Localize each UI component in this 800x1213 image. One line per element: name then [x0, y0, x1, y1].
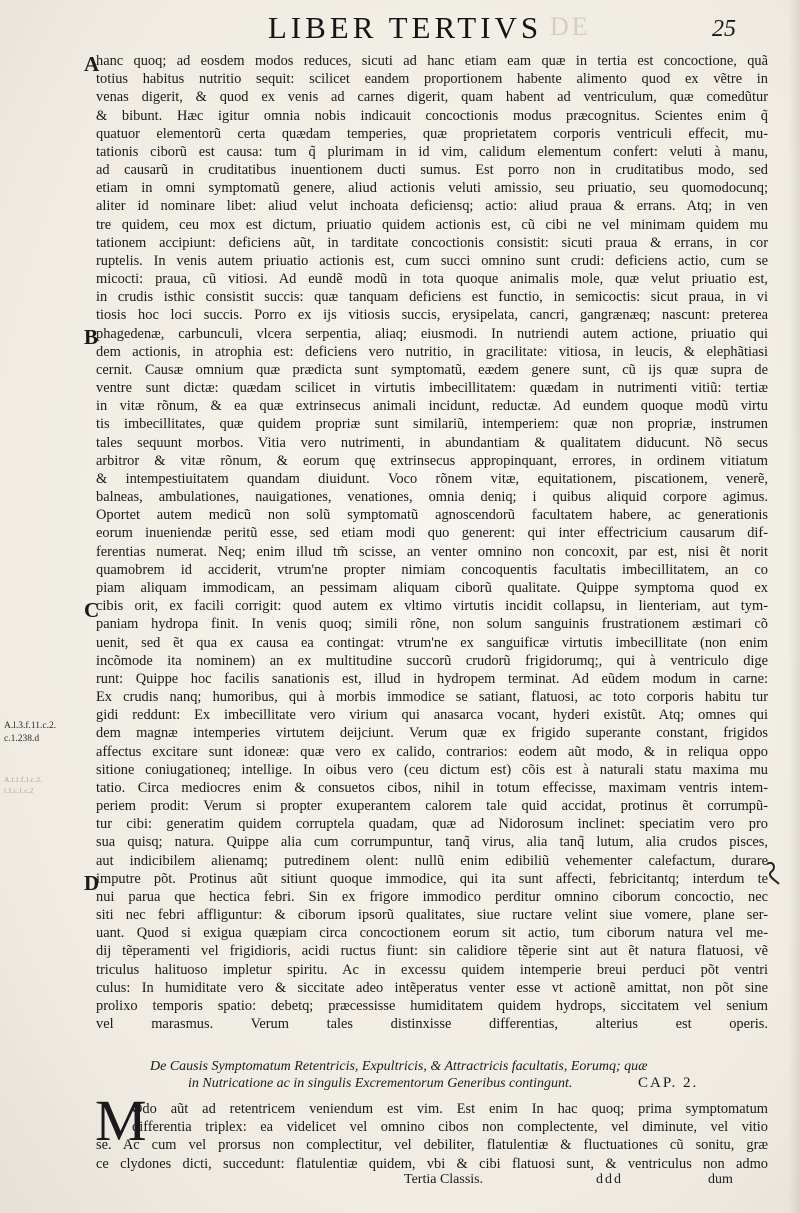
text-line: cibis orit, ex facili corrigit: quod autem ex vltimo virtutis incidit collapsu, in lienteriam, aut tym- — [96, 598, 768, 615]
text-line: tur cibi: generatim quidem corruptela quadam, quæ ad Nidorosum inclinet: speciatim vero pro — [96, 816, 768, 833]
text-line: siti nec febri affliguntur: & ciborum ipsorũ qualitates, siue ructare velint siue vomere, plane ser- — [96, 907, 768, 924]
chapter-text — [96, 1100, 768, 1173]
text-line: triculus halituoso impletur spiritu. Ac in excessu quidem intemperie breui perduci põt ventri — [96, 961, 768, 978]
text-line: aut indicibilem alienamq; putredinem olent: nullũ enim edibiliũ vehementer calefactum, durare — [96, 852, 768, 869]
chapter-heading-line-2: in Nutricatione ac in singulis Excrementorum Generibus contingunt. — [188, 1076, 573, 1091]
text-line: balneas, ambulationes, nauigationes, venationes, omnia deniq; i quibus aliquid corpore agimus. — [96, 489, 768, 506]
text-line: phagedenæ, carbunculi, vlcera serpentia, aliaq; eiusmodi. In nutriendi autem actione, priuatio qui — [96, 325, 768, 342]
running-title: LIBER TERTIVS — [267, 10, 543, 45]
show-through-title: DE — [550, 12, 591, 41]
text-line: in crudis isthic consistit succis: quæ tanquam deficiens est functio, in semicoctis: sicut praua, in vi — [96, 289, 768, 306]
signature-label: Tertia Classis. — [404, 1172, 484, 1187]
margin-note-faint-line: A.l.1.f.1.c.3. — [4, 775, 42, 784]
text-line: gidi reddunt: Ex imbecillitate vero virium qui anasarca vocant, hyderi existũt. Atq; omnes qui — [96, 707, 768, 724]
margin-note — [4, 720, 88, 746]
text-line: tationem accipiunt: deficiens aũt, in tarditate concoctionis consistit: sicuti praua & errans, in cor — [96, 234, 768, 251]
signature-mark: ddd — [596, 1172, 623, 1187]
text-line: paniam hydropa finit. In venis quoq; simili rõne, non solum sanguinis frustrationem æstimari cõ — [96, 616, 768, 633]
text-line: etiam in omni symptomatũ genere, aliud actionis veluti amissio, seu priuatio, seu quomodocunq; — [96, 180, 768, 197]
text-line: in vitæ rõnum, & ea quæ extrinsecus animali incidunt, reductæ. Ad eundem quoque modũ virtu — [96, 398, 768, 415]
text-line: ventre sunt dictæ: quædam scilicet in virtutis imbecillitatem: quædam in nutrimenti vitiũ: tertiæ — [96, 380, 768, 397]
text-line: affectus excitare sunt idoneæ: quæ vero ex calido, contrarios: eodem aũt modo, & in reliqua oppo — [96, 743, 768, 760]
margin-note-line: A.l.3.f.11.c.2. — [4, 721, 57, 731]
page-number: 25 — [712, 16, 736, 42]
text-line: cernit. Causæ omnium quæ prædicta sunt symptomatũ, eædem genere sunt, cũ ijs quæ supra de — [96, 361, 768, 378]
body-text — [96, 52, 768, 1033]
catchword: dum — [708, 1172, 733, 1187]
text-line: Oportet autem medicũ non solũ symptomatũ agnoscendorũ facultatem habere, ac generationis — [96, 507, 768, 524]
text-line: tatio. Circa mediocres enim & consuetos cibos, nihil in totum effecisse, maximam ventris intem- — [96, 779, 768, 796]
text-line: incõmode ita nominem) an ex multitudine succorũ crudorũ frigidorumq;, qui à ventriculo dige — [96, 652, 768, 669]
text-line: periem prodit: Verum si propter exuperantem calorem tale quid accidat, protinus ẽt corrumpũ- — [96, 798, 768, 815]
margin-note-faint-line: l.1.c.1.c.2 — [4, 786, 34, 795]
text-line: nui parua que hectica febri. Sin ex frigore immodico perditur omnino ciborum concoctio, nec — [96, 888, 768, 905]
section-letter-d: D — [84, 871, 100, 895]
section-letter-a: A — [84, 52, 100, 76]
chapter-heading-line-1: De Causis Symptomatum Retentricis, Expultricis, & Attractricis facultatis, Eorumq; quæ — [150, 1059, 648, 1074]
text-line: tre quidem, ceu mox est dictum, priuatio quidem actionis est, cũ cibi ne vel minimam quidem mu — [96, 216, 768, 233]
text-line: quamobrem id acciderit, vtrum'ne propter nimiam concoquentis facultatis imbecillitatem, an co — [96, 561, 768, 578]
text-line: sitione coniugationeq; intellige. In oibus vero (ceu dictum est) cõis est à naturali statu maxima mu — [96, 761, 768, 778]
section-letter-b: B — [84, 325, 99, 349]
text-line: totius habitus nutritio sequit: scilicet eandem proportionem habente alimento quod ex vẽtre in — [96, 71, 768, 88]
text-line: tis imbecillitates, quæ quidem propriæ sunt similariũ, intemperiem: quæ non propriæ, instrumen — [96, 416, 768, 433]
text-line: aliter id nominare libet: aliud velut inchoata deficiensq; actio: aliud praua & errans. Atq; in ven — [96, 198, 768, 215]
text-line: Ex crudis nanq; humoribus, qui à morbis immodice se satiant, flatuosi, ac toto corporis habitu tur — [96, 689, 768, 706]
text-line: sua quisq; natura. Quippe alia cum corrumpuntur, tanq̃ virus, alia tanq̃ lutum, alia crudos pisces, — [96, 834, 768, 851]
text-line: eorum inueniendæ peritũ esse, sed etiam modi quo generent: qui inter effectricium causarum dif- — [96, 525, 768, 542]
text-line: venas digerit, & quod ex venis ad carnes digerit, quam habent ad ventriculum, quæ comedũtur — [96, 89, 768, 106]
text-line: dem actionis, in atrophia est: deficiens vero nutritio, in gracilitate: vitiosa, in leucis, & elephãtiasi — [96, 343, 768, 360]
chapter-text-line: ce clydones dicti, succedunt: flatulentiæ quidem, vbi & cibi flatuosi sunt, & ventriculus non admo — [96, 1155, 768, 1172]
text-line: culus: In humiditate vero & siccitate adeo intẽperatus venter esse vt actionẽ amittat, non põt sine — [96, 979, 768, 996]
text-line: piam aliquam immodicam, an pessimam aliquam ciborũ qualitate. Quippe symptoma quod ex — [96, 579, 768, 596]
text-line: ferentias numerat. Neq; enim illud tm̃ scisse, an venter omnino non concoxit, par est, nisi ẽt norit — [96, 543, 768, 560]
text-line: micocti: praua, cũ vitiosi. Ad eundẽ modũ in tota quoque animalis mole, quæ velut priuatio est, — [96, 271, 768, 288]
text-line: ad causarũ in cruditatibus inuentionem ducti sumus. Est porro non in cruditatibus modo, sed — [96, 162, 768, 179]
text-line: tiosis hoc loci succis. Porro ex ijs vitiosis succis, erysipelata, cancri, gangrænæq; nascunt: preterea — [96, 307, 768, 324]
text-line: prolixo temporis spatio: debetq; præcessisse humiditatem quidem hydrops, siccitatem vel senium — [96, 997, 768, 1014]
text-line: vel marasmus. Verum tales distinxisse differentias, alterius est operis. — [96, 1016, 768, 1033]
text-line: & bibunt. Hæc igitur omnia nobis indicauit concoctionis modus præcognitus. Scientes enim q̃ — [96, 107, 768, 124]
text-line: hanc quoq; ad eosdem modos reduces, sicuti ad hanc etiam eam quæ in tertia est concoctione, quã — [96, 53, 768, 69]
margin-note-line: c.1.238.d — [4, 734, 40, 744]
text-line: imputre põt. Protinus aũt sitiunt quoque immodice, qui ita sunt affecti, febricitantq; interdum te — [96, 870, 768, 887]
chapter-text-line: differentia triplex: ea videlicet vel omnino cibos non complectente, vel diminute, vel vitio — [132, 1119, 768, 1136]
chapter-text-line: Odo aũt ad retentricem veniendum est vim. Est enim In hac quoq; prima symptomatum — [132, 1101, 768, 1117]
text-line: dij tẽperamenti vel frigidioris, acidi ructus fiunt: sin calidiore tẽperie sint aut ẽt natura flatuosi, vẽ — [96, 943, 768, 960]
text-line: & intempestiuitatem quandam diuidunt. Voco rõnem vitæ, equitationem, piscationem, venerẽ, — [96, 470, 768, 487]
page-edge-shadow — [788, 0, 800, 1213]
text-line: ruptelis. In venis autem priuatio actionis est, cum succi omnino sunt crudi: deficiens actio, cum se — [96, 252, 768, 269]
margin-note-faint — [4, 774, 84, 796]
text-line: dem magnæ intemperies virtutem deijciunt. Verum quæ ex frigido superante constant, frigidos — [96, 725, 768, 742]
text-line: tales sequunt morbos. Vitia vero nutrimenti, in abundantiam & qualitatem diducunt. Nõ secus — [96, 434, 768, 451]
text-line: quatuor elementorũ certa quædam temperies, quæ proprietatem corporis ventriculi effecit, mu- — [96, 125, 768, 142]
text-line: uant. Quod si exigua quæpiam circa concoctionem eorum sit actio, tum ciborum natura vel me- — [96, 925, 768, 942]
text-line: uenit, sed ẽt qua ex causa ea contingat: vtrum'ne ex sanguificæ virtutis imbecillitate (non enim — [96, 634, 768, 651]
text-line: runt: Quippe hoc facilis sanationis est, illud in hydropem terminat. Ad eũdem modum in carne: — [96, 670, 768, 687]
text-line: tationis ciborũ est causa: tum q̃ plurimam in id vim, calidum elementum confert: veluti à manu, — [96, 143, 768, 160]
text-line: arbitror & vitæ rõnum, & eorum quę extrinsecus appropinquant, errores, in ordinem vitiatum — [96, 452, 768, 469]
chapter-text-line: se. Ac cum vel prorsus non complectitur, vel debiliter, flatulentiæ & fluctuationes cũ sonitu, græ — [96, 1137, 768, 1154]
drop-cap: M — [95, 1088, 147, 1153]
chapter-heading — [150, 1058, 750, 1092]
chapter-number: CAP. 2. — [638, 1075, 699, 1091]
section-letter-c: C — [84, 598, 100, 622]
